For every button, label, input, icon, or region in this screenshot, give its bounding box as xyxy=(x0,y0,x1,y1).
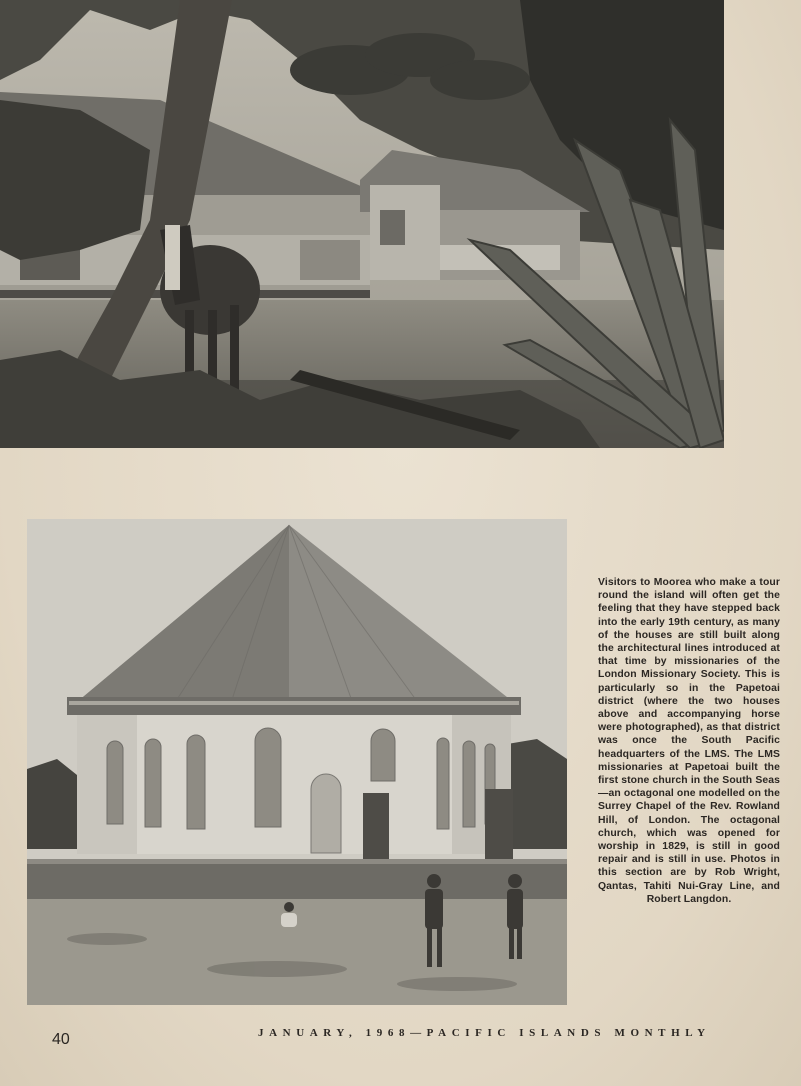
page-number: 40 xyxy=(52,1031,70,1048)
running-head: JANUARY, 1968—PACIFIC ISLANDS MONTHLY xyxy=(258,1027,711,1039)
photo-octagonal-church xyxy=(27,519,567,1005)
photo-caption: Visitors to Moorea who make a tour round the island will often get the feeling that they have stepped back into the early 19th century, as many of the houses are still built along the architectural lines introduced at that time by missionaries of the London Missionary Society. This is particularly so in the Papetoai district (where the two houses above and accompanying horse were photographed), as that district was once the South Pacific headquarters of the LMS. The LMS missionaries at Papetoai built the first stone church in the South Seas—an octagonal one modelled on the Surrey Chapel of the Rev. Rowland Hill, of London. The octagonal church, which was opened for worship in 1829, is still in good repair and is still in use. Photos in this section are by Rob Wright, Qantas, Tahiti Nui-Gray Line, and Robert Langdon. xyxy=(598,577,780,905)
photo-houses-and-horse xyxy=(0,0,724,448)
